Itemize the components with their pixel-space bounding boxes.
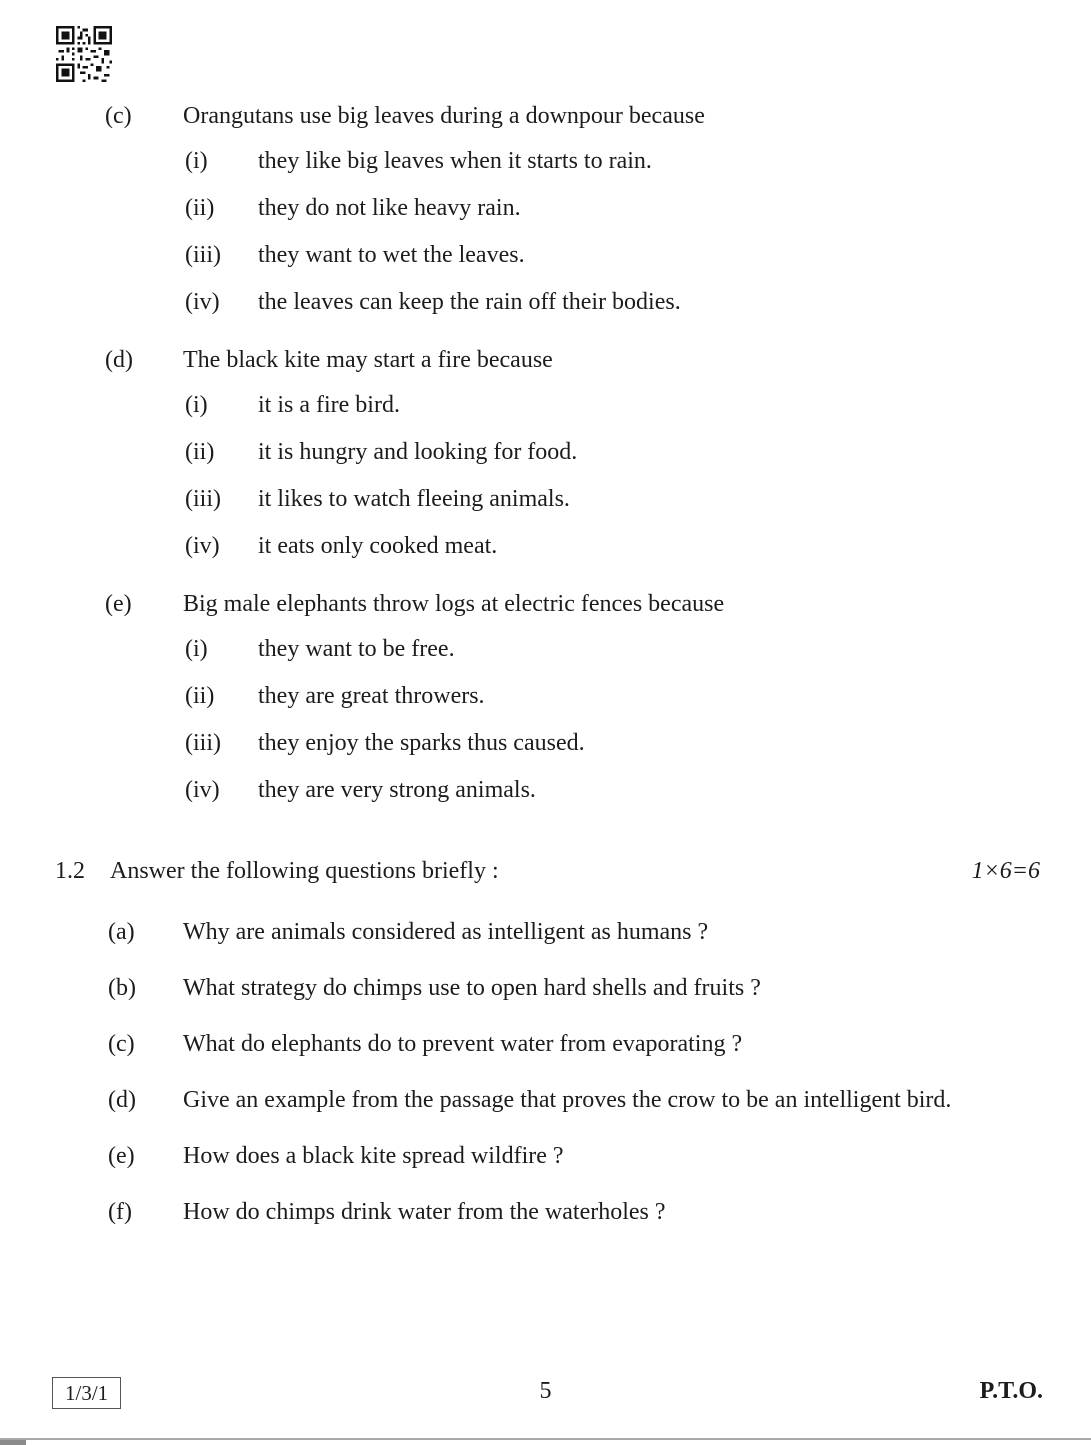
option-label: (iv): [185, 289, 220, 315]
option-label: (iv): [185, 777, 220, 803]
option-label: (ii): [185, 195, 215, 221]
qr-code-image: [56, 26, 112, 82]
option-row: [185, 530, 1091, 562]
option-label: (iii): [185, 242, 221, 268]
short-question: [108, 1084, 1091, 1116]
option-text: they are very strong animals.: [258, 777, 536, 803]
question-stem-row: [105, 344, 1091, 376]
option-label: (ii): [185, 439, 215, 465]
short-question: [108, 1140, 1091, 1172]
question-stem: The black kite may start a fire because: [183, 347, 553, 373]
paper-code-badge: 1/3/1: [52, 1377, 121, 1409]
option-label: (i): [185, 392, 208, 418]
option-label: (iii): [185, 730, 221, 756]
option-row: [185, 239, 1091, 271]
option-label: (i): [185, 148, 208, 174]
question-label: (e): [105, 591, 132, 617]
option-text: they are great throwers.: [258, 683, 485, 709]
question-text: What strategy do chimps use to open hard shells and fruits ?: [183, 975, 761, 1001]
option-row: [185, 633, 1091, 665]
question-label: (e): [108, 1143, 135, 1169]
option-label: (ii): [185, 683, 215, 709]
question-label: (c): [108, 1031, 135, 1057]
option-row: [185, 389, 1091, 421]
option-text: it eats only cooked meat.: [258, 533, 498, 559]
section-title: Answer the following questions briefly :: [110, 858, 499, 884]
option-text: they do not like heavy rain.: [258, 195, 521, 221]
question-stem: Big male elephants throw logs at electric fences because: [183, 591, 725, 617]
section-header: [55, 855, 1040, 887]
option-row: [185, 192, 1091, 224]
question-text: How does a black kite spread wildfire ?: [183, 1143, 564, 1169]
question-label: (b): [108, 975, 136, 1001]
option-label: (iv): [185, 533, 220, 559]
option-text: they want to wet the leaves.: [258, 242, 525, 268]
qr-code: [56, 26, 112, 82]
mcq-question-e: [105, 588, 1091, 806]
pto-label: P.T.O.: [979, 1378, 1043, 1404]
short-question: [108, 1028, 1091, 1060]
option-row: [185, 145, 1091, 177]
page-number: 5: [539, 1378, 552, 1404]
short-question: [108, 916, 1091, 948]
section-marks: 1×6=6: [971, 858, 1040, 884]
section-number: 1.2: [55, 858, 85, 884]
mcq-question-d: [105, 344, 1091, 562]
option-row: [185, 774, 1091, 806]
option-row: [185, 483, 1091, 515]
question-label: (f): [108, 1199, 132, 1225]
option-text: the leaves can keep the rain off their bodies.: [258, 289, 681, 315]
option-text: it is hungry and looking for food.: [258, 439, 578, 465]
question-label: (a): [108, 919, 135, 945]
question-label: (c): [105, 103, 132, 129]
question-label: (d): [105, 347, 133, 373]
option-text: it is a fire bird.: [258, 392, 400, 418]
option-text: they want to be free.: [258, 636, 455, 662]
short-question: [108, 972, 1091, 1004]
scan-artifact-line: [0, 1438, 1091, 1440]
option-text: it likes to watch fleeing animals.: [258, 486, 570, 512]
question-label: (d): [108, 1087, 136, 1113]
option-label: (i): [185, 636, 208, 662]
option-label: (iii): [185, 486, 221, 512]
mcq-question-c: [105, 100, 1091, 318]
option-row: [185, 286, 1091, 318]
option-text: they like big leaves when it starts to rain.: [258, 148, 652, 174]
option-row: [185, 680, 1091, 712]
question-stem: Orangutans use big leaves during a downpour because: [183, 103, 705, 129]
question-text: Why are animals considered as intelligent as humans ?: [183, 919, 709, 945]
question-text: How do chimps drink water from the waterholes ?: [183, 1199, 666, 1225]
question-stem-row: [105, 588, 1091, 620]
scan-artifact-mark: [0, 1440, 26, 1445]
option-row: [185, 727, 1091, 759]
page-footer: [0, 1375, 1091, 1415]
question-stem-row: [105, 100, 1091, 132]
question-text: Give an example from the passage that proves the crow to be an intelligent bird.: [183, 1087, 952, 1113]
option-text: they enjoy the sparks thus caused.: [258, 730, 585, 756]
question-text: What do elephants do to prevent water from evaporating ?: [183, 1031, 743, 1057]
short-question: [108, 1196, 1091, 1228]
section-1-2: [0, 855, 1091, 1228]
option-row: [185, 436, 1091, 468]
